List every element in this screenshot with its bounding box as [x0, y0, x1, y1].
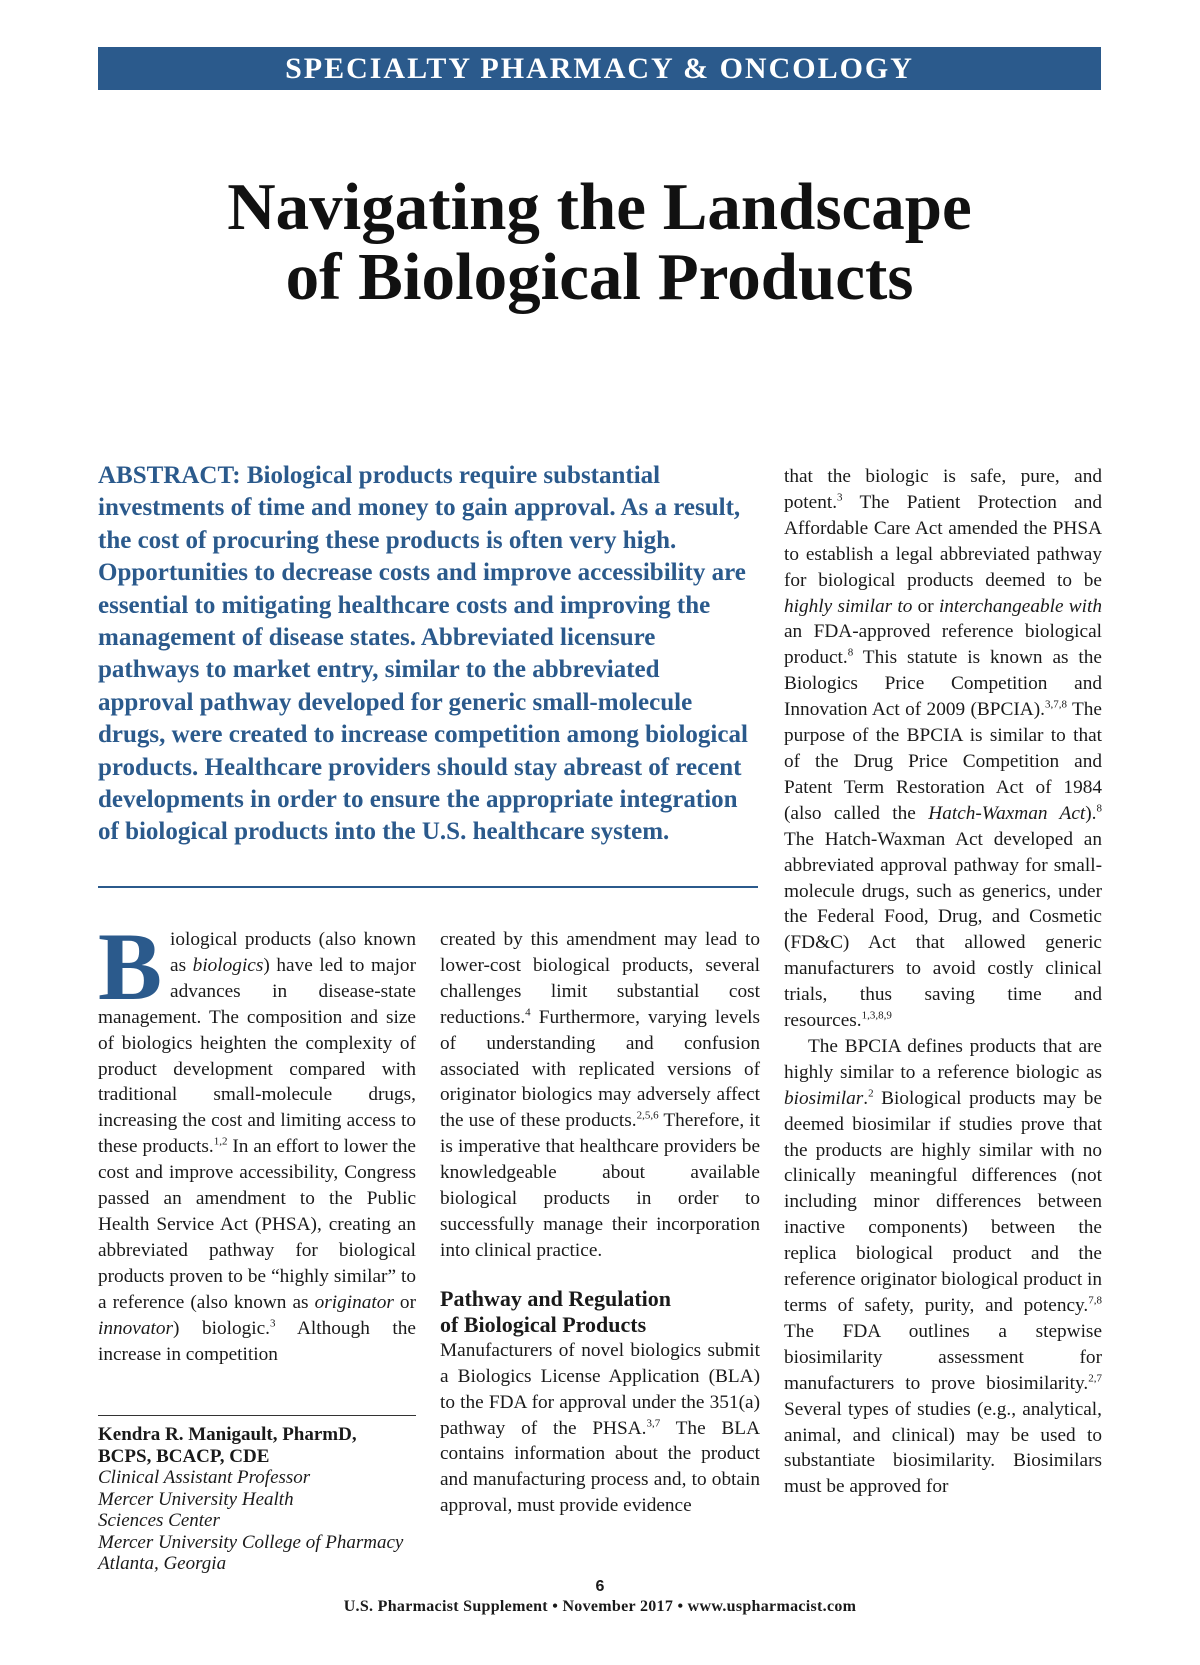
author-affiliation: Mercer University Health — [98, 1488, 294, 1510]
abstract: ABSTRACT: Biological products require substantial investments of time and money to gain approval. As a result, the cost of procuring these products is often very high. Opportunities to decrease costs and improve accessibility are essential to mitigating healthcare costs and improving the management of disease states. Abbreviated licensure pathways to market entry, similar to the abbreviated approval pathway developed for generic small-molecule drugs, were created to increase competition among biological products. Healthcare providers should stay abreast of recent developments in order to ensure the appropriate integration of biological products into the U.S. healthcare system. — [98, 462, 748, 846]
abstract-divider — [98, 886, 758, 888]
author-affiliation: Atlanta, Georgia — [98, 1553, 227, 1574]
citation-ref: 7,8 — [1088, 1294, 1102, 1307]
author-block — [98, 1415, 416, 1575]
citation-ref: 3,7 — [646, 1417, 661, 1430]
citation-ref: 8 — [847, 646, 854, 659]
drop-cap: B — [98, 913, 163, 1020]
body-paragraph: that the biologic is safe, pure, and potent.$^3$ The Patient Protection and Affordable Care Act amended the PHSA to establish a legal abbreviated pathway for biological products deemed to be highly similar to or interchangeable with an FDA-approved reference biological product.$^8$ This statute is known as the Biologics Price Competition and Innovation Act of 2009 (BPCIA).$^{3,7,8}$ The purpose of the BPCIA is similar to that of the Drug Price Competition and Patent Term Restoration Act of 1984 (also called the Hatch-Waxman Act).$^8$ The Hatch-Waxman Act developed an abbreviated approval pathway for small-molecule drugs, such as generics, under the Federal Food, Drug, and Cosmetic (FD&C) Act that allowed generic manufacturers to avoid costly clinical trials, thus saving time and resources.$^{1,3,8,9}$ — [784, 466, 1102, 1032]
title-line-1: Navigating the Landscape — [227, 170, 972, 244]
section-heading: Pathway and Regulation of Biological Products — [440, 1285, 672, 1337]
citation-ref: 8 — [1096, 802, 1102, 815]
citation-ref: 3,7,8 — [1044, 698, 1067, 711]
body-paragraph: Biological products (also known as biologics) have led to major advances in disease-state management. The composition and size of biologics heighten the complexity of product development compared with traditional small-molecule drugs, increasing the cost and limiting access to these products.$^{1,2}$ In an effort to lower the cost and improve accessibility, Congress passed an amendment to the Public Health Service Act (PHSA), creating an abbreviated pathway for biological products proven to be “highly similar” to a reference (also known as originator or innovator) biologic.$^3$ Although the increase in competition — [98, 913, 416, 1365]
column-1 — [98, 913, 416, 1367]
title-line-2: of Biological Products — [285, 240, 914, 314]
footer-publication: U.S. Pharmacist Supplement • November 2017 • www.uspharmacist.com — [343, 1598, 857, 1615]
author-affiliation: Clinical Assistant Professor — [98, 1467, 311, 1488]
citation-ref: 3 — [837, 491, 843, 504]
author-affiliation: Mercer University College of Pharmacy — [98, 1531, 404, 1553]
body-paragraph: created by this amendment may lead to lower-cost biological products, several challenges limit substantial cost reductions.$^4$ Furthermore, varying levels of understanding and confusion associated with replicated versions of originator biologics may adversely affect the use of these products.$^{2,5,6}$ Therefore, it is imperative that healthcare providers be knowledgeable about available biological products in order to successfully manage their incorporation into clinical practice. — [440, 929, 760, 1261]
section-label: SPECIALTY PHARMACY & ONCOLOGY — [285, 52, 914, 85]
author-name-line-2: BCPS, BCACP, CDE — [98, 1445, 270, 1467]
article-title — [98, 172, 1101, 312]
citation-ref: 1,3,8,9 — [861, 1009, 892, 1022]
citation-ref: 2,5,6 — [636, 1109, 659, 1122]
page-number: 6 — [595, 1578, 605, 1595]
citation-ref: 3 — [270, 1317, 276, 1330]
citation-ref: 4 — [525, 1006, 531, 1019]
author-name-line-1: Kendra R. Manigault, PharmD, — [98, 1424, 357, 1445]
citation-ref: 1,2 — [213, 1135, 228, 1148]
column-2 — [440, 927, 760, 1519]
column-3 — [784, 464, 1102, 1500]
body-paragraph: Manufacturers of novel biologics submit a Biologics License Application (BLA) to the FDA for approval under the 351(a) pathway of the PHSA.$^{3,7}$ The BLA contains information about the product and manufacturing process and, to obtain approval, must provide evidence — [440, 1339, 760, 1517]
citation-ref: 2,7 — [1088, 1372, 1102, 1385]
section-banner — [98, 47, 1101, 90]
citation-ref: 2 — [868, 1087, 874, 1100]
author-affiliation: Sciences Center — [98, 1510, 220, 1531]
body-paragraph: The BPCIA defines products that are highly similar to a reference biologic as biosimilar.$^2$ Biological products may be deemed biosimilar if studies prove that the products are highly similar with no clinically meaningful differences (not including minor differences between inactive components) between the replica biological product and the reference originator biological product in terms of safety, purity, and potency.$^{7,8}$ The FDA outlines a stepwise biosimilarity assessment for manufacturers to prove biosimilarity.$^{2,7}$ Several types of studies (e.g., analytical, animal, and clinical) may be used to substantiate biosimilarity. Biosimilars must be approved for — [784, 1035, 1103, 1498]
